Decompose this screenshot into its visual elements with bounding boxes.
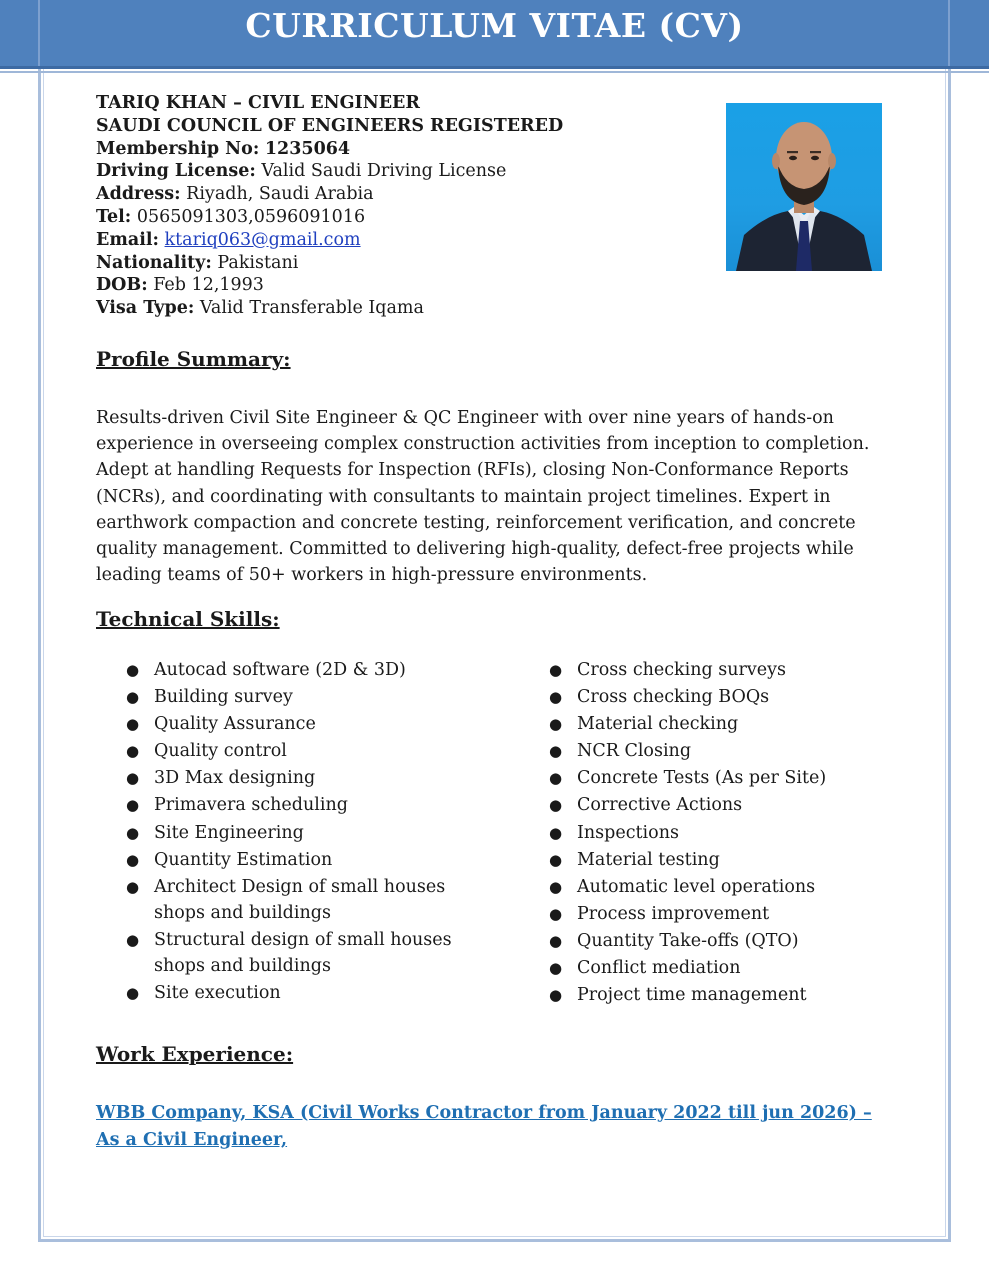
skill-item [96, 792, 486, 818]
skill-item [519, 847, 879, 873]
profile-photo [726, 103, 882, 271]
skill-label: Cross checking surveys [577, 660, 787, 680]
bullet-icon: ● [549, 715, 563, 734]
skill-item [96, 874, 486, 926]
skill-label: Quantity Estimation [154, 849, 333, 870]
skill-item [519, 684, 879, 710]
license-line: Driving License: Valid Saudi Driving License [96, 161, 507, 182]
visa-line: Visa Type: Valid Transferable Iqama [96, 298, 424, 319]
skill-label: Primavera scheduling [154, 795, 348, 816]
skill-item [96, 684, 486, 710]
skill-item [519, 792, 879, 818]
bullet-icon: ● [126, 796, 140, 815]
skill-item [96, 820, 486, 846]
bullet-icon: ● [549, 959, 563, 978]
tel-line: Tel: 0565091303,0596091016 [96, 206, 366, 227]
bullet-icon: ● [549, 796, 563, 815]
skill-label: Material testing [577, 849, 720, 870]
skill-label: Corrective Actions [577, 795, 743, 816]
bullet-icon: ● [126, 769, 140, 788]
page-title: CURRICULUM VITAE (CV) [245, 6, 744, 45]
bullet-icon: ● [549, 877, 563, 896]
address-line: Address: Riyadh, Saudi Arabia [96, 184, 374, 205]
bullet-icon: ● [126, 715, 140, 734]
skill-item [519, 765, 879, 791]
skill-item [96, 711, 486, 737]
skill-item [519, 711, 879, 737]
skill-label: Material checking [577, 714, 739, 735]
skill-item [519, 874, 879, 900]
bullet-icon: ● [549, 823, 563, 842]
bullet-icon: ● [126, 661, 140, 679]
skill-label: Conflict mediation [577, 958, 741, 979]
bullet-icon: ● [126, 823, 140, 842]
skill-label: NCR Closing [577, 741, 692, 762]
skill-label: Architect Design of small houses shops and buildings [154, 876, 446, 923]
skill-item [519, 901, 879, 927]
skill-label: Project time management [577, 985, 807, 1006]
work-experience-heading: Work Experience: [96, 1042, 294, 1066]
skill-item [519, 820, 879, 846]
bullet-icon: ● [549, 850, 563, 869]
bullet-icon: ● [126, 930, 140, 949]
skill-item [96, 738, 486, 764]
header-rule [0, 71, 989, 73]
skill-item [519, 982, 879, 1008]
profile-summary-heading: Profile Summary: [96, 347, 291, 371]
bullet-icon: ● [126, 983, 140, 1002]
skill-label: Site execution [154, 982, 281, 1003]
bullet-icon: ● [549, 986, 563, 1005]
technical-skills-heading: Technical Skills: [96, 607, 280, 631]
skill-label: Quality Assurance [154, 714, 316, 735]
bullet-icon: ● [549, 769, 563, 788]
bullet-icon: ● [126, 688, 140, 707]
skill-label: Automatic level operations [577, 876, 816, 897]
skill-label: Site Engineering [154, 822, 304, 843]
skill-item [96, 980, 486, 1006]
membership-line: Membership No: 1235064 [96, 138, 351, 159]
bullet-icon: ● [126, 850, 140, 869]
nationality-line: Nationality: Pakistani [96, 252, 299, 273]
skill-item [519, 657, 879, 683]
skill-item [96, 657, 486, 683]
skill-label: Inspections [577, 822, 679, 843]
skill-item [96, 765, 486, 791]
skill-label: Autocad software (2D & 3D) [154, 660, 406, 680]
skill-item [96, 927, 486, 979]
skill-label: Cross checking BOQs [577, 687, 770, 708]
skill-item [519, 955, 879, 981]
skill-item [96, 847, 486, 873]
skill-item [519, 738, 879, 764]
skills-list-right [519, 657, 879, 1009]
email-link[interactable]: ktariq063@gmail.com [164, 229, 361, 250]
skill-label: Building survey [154, 687, 293, 708]
bullet-icon: ● [549, 688, 563, 707]
skill-item [519, 928, 879, 954]
bullet-icon: ● [126, 877, 140, 896]
name-line: TARIQ KHAN – CIVIL ENGINEER [96, 93, 420, 113]
bullet-icon: ● [549, 904, 563, 923]
bullet-icon: ● [549, 742, 563, 761]
skill-label: 3D Max designing [154, 768, 316, 789]
skill-label: Concrete Tests (As per Site) [577, 768, 827, 789]
bullet-icon: ● [549, 931, 563, 950]
skill-label: Quantity Take-offs (QTO) [577, 930, 799, 951]
work-entry-link[interactable]: WBB Company, KSA (Civil Works Contractor from January 2022 till jun 2026) – As a Civil Engineer, [96, 1103, 872, 1150]
bullet-icon: ● [549, 661, 563, 679]
bullet-icon: ● [126, 742, 140, 761]
skill-label: Quality control [154, 741, 287, 762]
dob-line: DOB: Feb 12,1993 [96, 275, 264, 296]
email-line: Email: ktariq063@gmail.com [96, 229, 361, 250]
skills-list-left [96, 657, 486, 1007]
skill-label: Structural design of small houses shops and buildings [154, 929, 452, 976]
profile-summary-text: Results-driven Civil Site Engineer & QC Engineer with over nine years of hands-on experience in overseeing complex construction activities from inception to completion. Adept at handling Requests for Inspection (RFIs), closing Non-Conformance Reports (NCRs), and coordinating with consultants to maintain project timelines. Expert in earthwork compaction and concrete testing, reinforcement verification, and concrete quality management. Committed to delivering high-quality, defect-free projects while leading teams of 50+ workers in high-pressure environments. [96, 408, 870, 586]
skill-label: Process improvement [577, 903, 770, 924]
council-line: SAUDI COUNCIL OF ENGINEERS REGISTERED [96, 115, 564, 136]
